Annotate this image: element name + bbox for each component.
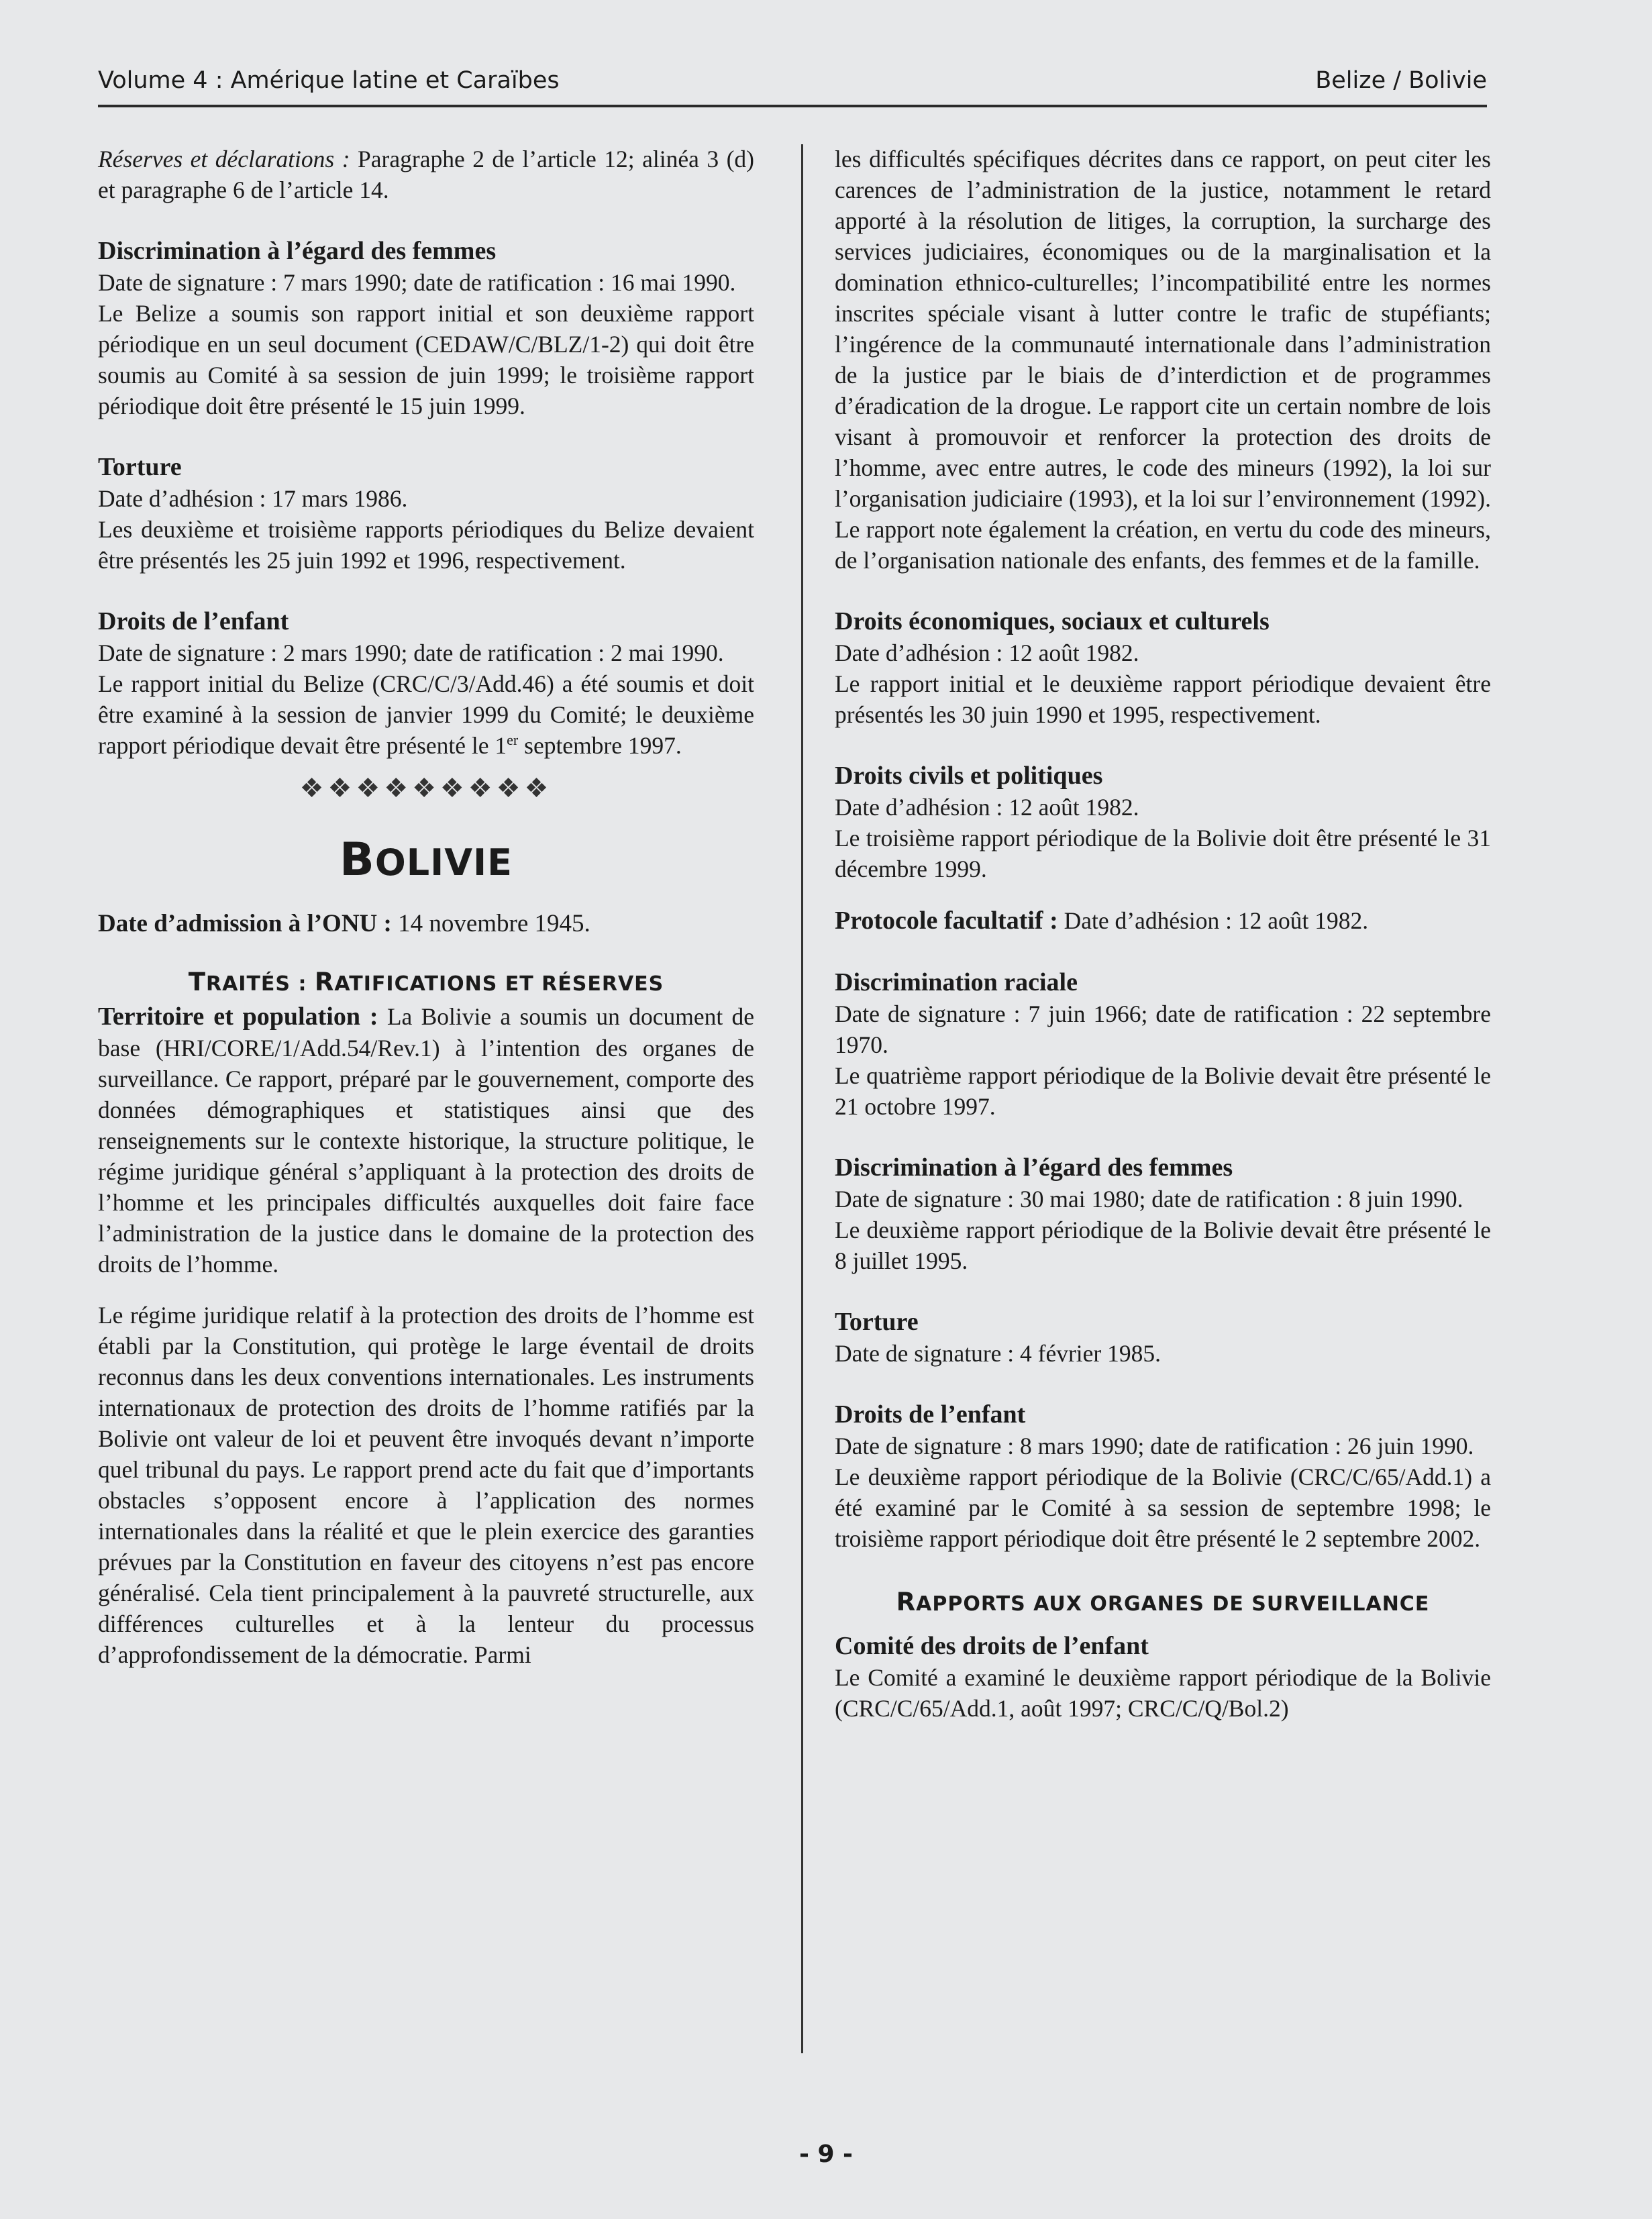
ordinal-superscript: er bbox=[507, 731, 519, 749]
page-number: - 9 - bbox=[799, 2140, 853, 2168]
country-title-rest: OLIVIE bbox=[374, 841, 513, 884]
territoire-text: La Bolivie a soumis un document de base (HRI/CORE/1/Add.54/Rev.1) à l’intention des organes de surveillance. Ce rapport, préparé par le gouvernement, comporte des données démographiques et statistiques ainsi que des renseignements sur le contexte historique, la structure politique, le régime juridique général s’appliquant à la protection des droits de l’homme et les principales difficultés auxquelles doit faire face l’administration de la justice dans le domaine de la protection des droits de l’homme. bbox=[98, 1003, 754, 1278]
traites-heading bbox=[98, 966, 754, 1000]
belize-torture-title: Torture bbox=[98, 453, 182, 481]
dcp-dates: Date d’adhésion : 12 août 1982. bbox=[835, 794, 1139, 821]
section-ornament: ❖❖❖❖❖❖❖❖❖ bbox=[299, 773, 553, 803]
belize-discrimination-text: Le Belize a soumis son rapport initial et son deuxième rapport périodique en un seul document (CEDAW/C/BLZ/1-2) qui doit être soumis au Comité à sa session de juin 1999; le troisième rapport périodique doit être présenté le 15 juin 1999. bbox=[98, 300, 754, 419]
enfant-dates: Date de signature : 8 mars 1990; date de ratification : 26 juin 1990. bbox=[835, 1433, 1474, 1459]
rapports-heading-part1: R bbox=[896, 1588, 917, 1616]
right-column bbox=[835, 144, 1491, 1724]
dcp-title: Droits civils et politiques bbox=[835, 762, 1103, 790]
protocole-paragraph bbox=[835, 905, 1491, 937]
belize-torture-dates: Date d’adhésion : 17 mars 1986. bbox=[98, 485, 408, 512]
dcp-text: Le troisième rapport périodique de la Bolivie doit être présenté le 31 décembre 1999. bbox=[835, 825, 1491, 882]
rapports-heading-part2: APPORTS AUX ORGANES DE SURVEILLANCE bbox=[916, 1592, 1430, 1616]
territoire-label: Territoire et population : bbox=[98, 1002, 378, 1031]
belize-enfant-text-end: septembre 1997. bbox=[518, 732, 682, 759]
reserves-text: Paragraphe 2 de l’article 12; alinéa 3 (d) et paragraphe 6 de l’article 14. bbox=[98, 146, 754, 203]
desc-title: Droits économiques, sociaux et culturels bbox=[835, 607, 1270, 635]
traites-heading-part4: ATIFICATIONS ET RÉSERVES bbox=[334, 972, 664, 996]
traites-heading-part2: RAITÉS : bbox=[205, 972, 315, 996]
regime-paragraph: Le régime juridique relatif à la protection des droits de l’homme est établi par la Constitution, qui protège le large éventail de droits reconnus dans les deux conventions internationales. Les instruments internationaux de protection des droits de l’homme ratifiés par la Bolivie ont valeur de loi et peuvent être invoqués devant n’importe quel tribunal du pays. Le rapport prend acte du fait que d’importants obstacles s’opposent encore à l’application des normes internationales dans la réalité et que le plein exercice des garanties prévues par la Constitution en faveur des citoyens n’est pas encore généralisé. Cela tient principalement à la pauvreté structurelle, aux différences culturelles et à la lenteur du processus d’approfondissement de la démocratie. Parmi bbox=[98, 1302, 754, 1668]
desc-dates: Date d’adhésion : 12 août 1982. bbox=[835, 639, 1139, 666]
raciale-title: Discrimination raciale bbox=[835, 968, 1078, 996]
comite-title: Comité des droits de l’enfant bbox=[835, 1632, 1149, 1660]
belize-torture-text: Les deuxième et troisième rapports périodiques du Belize devaient être présentés les 25 juin 1992 et 1996, respectivement. bbox=[98, 516, 754, 574]
protocole-label: Protocole facultatif : bbox=[835, 907, 1058, 935]
country-title-initial: B bbox=[339, 833, 375, 886]
enfant-title: Droits de l’enfant bbox=[835, 1400, 1026, 1429]
traites-heading-part3: R bbox=[314, 968, 335, 996]
country-title-bolivie bbox=[98, 833, 754, 890]
belize-enfant-text bbox=[98, 668, 754, 761]
enfant-text: Le deuxième rapport périodique de la Bolivie (CRC/C/65/Add.1) a été examiné par le Comité à sa session de septembre 1998; le troisième rapport périodique doit être présenté le 2 septembre 2002. bbox=[835, 1463, 1491, 1552]
belize-enfant-text-main: Le rapport initial du Belize (CRC/C/3/Add.46) a été soumis et doit être examiné à la session de janvier 1999 du Comité; le deuxième rapport périodique devait être présenté le 1 bbox=[98, 670, 754, 759]
raciale-dates: Date de signature : 7 juin 1966; date de ratification : 22 septembre 1970. bbox=[835, 1000, 1491, 1058]
belize-enfant-dates: Date de signature : 2 mars 1990; date de ratification : 2 mai 1990. bbox=[98, 639, 724, 666]
continuation-paragraph: les difficultés spécifiques décrites dans ce rapport, on peut citer les carences de l’administration de la justice, notamment le retard apporté à la résolution de litiges, la corruption, la surcharge des services judiciaires, économiques ou de la marginalisation et la domination ethnico-culturelles; l’incompatibilité entre les normes inscrites spéciale visant à lutter contre le trafic de stupéfiants; l’ingérence de la communauté internationale dans l’administration de la justice par le biais de d’interdiction et de programmes d’éradication de la drogue. Le rapport cite un certain nombre de lois visant à promouvoir et renforcer la protection des droits de l’homme, avec entre autres, le code des mineurs (1992), la loi sur l’organisation judiciaire (1993), et la loi sur l’environnement (1992). Le rapport note également la création, en vertu du code des mineurs, de l’organisation nationale des enfants, des femmes et de la famille. bbox=[835, 146, 1491, 574]
admission-label: Date d’admission à l’ONU : bbox=[98, 910, 392, 937]
femmes-text: Le deuxième rapport périodique de la Bolivie devait être présenté le 8 juillet 1995. bbox=[835, 1217, 1491, 1274]
header-volume-title: Volume 4 : Amérique latine et Caraïbes bbox=[98, 67, 560, 94]
protocole-text: Date d’adhésion : 12 août 1982. bbox=[1057, 907, 1369, 934]
traites-heading-part1: T bbox=[188, 968, 206, 996]
femmes-dates: Date de signature : 30 mai 1980; date de ratification : 8 juin 1990. bbox=[835, 1186, 1463, 1212]
header-country-names: Belize / Bolivie bbox=[1315, 67, 1487, 94]
belize-enfant-title: Droits de l’enfant bbox=[98, 607, 289, 635]
admission-value: 14 novembre 1945. bbox=[391, 910, 590, 937]
rapports-heading bbox=[835, 1586, 1491, 1620]
running-header bbox=[98, 64, 1487, 107]
desc-text: Le rapport initial et le deuxième rapport périodique devaient être présentés les 30 juin 1990 et 1995, respectivement. bbox=[835, 670, 1491, 728]
comite-text: Le Comité a examiné le deuxième rapport périodique de la Bolivie (CRC/C/65/Add.1, août 1997; CRC/C/Q/Bol.2) bbox=[835, 1664, 1491, 1722]
femmes-title: Discrimination à l’égard des femmes bbox=[835, 1153, 1233, 1182]
raciale-text: Le quatrième rapport périodique de la Bolivie devait être présenté le 21 octobre 1997. bbox=[835, 1062, 1491, 1120]
torture-dates: Date de signature : 4 février 1985. bbox=[835, 1340, 1161, 1367]
reserves-label: Réserves et déclarations : bbox=[98, 146, 350, 172]
territoire-paragraph bbox=[98, 1000, 754, 1280]
reserves-paragraph bbox=[98, 144, 754, 205]
column-divider bbox=[801, 144, 803, 2053]
belize-discrimination-title: Discrimination à l’égard des femmes bbox=[98, 237, 497, 265]
torture-title: Torture bbox=[835, 1308, 919, 1336]
belize-discrimination-dates: Date de signature : 7 mars 1990; date de ratification : 16 mai 1990. bbox=[98, 269, 736, 296]
admission-date bbox=[98, 909, 754, 939]
left-column bbox=[98, 144, 754, 1670]
